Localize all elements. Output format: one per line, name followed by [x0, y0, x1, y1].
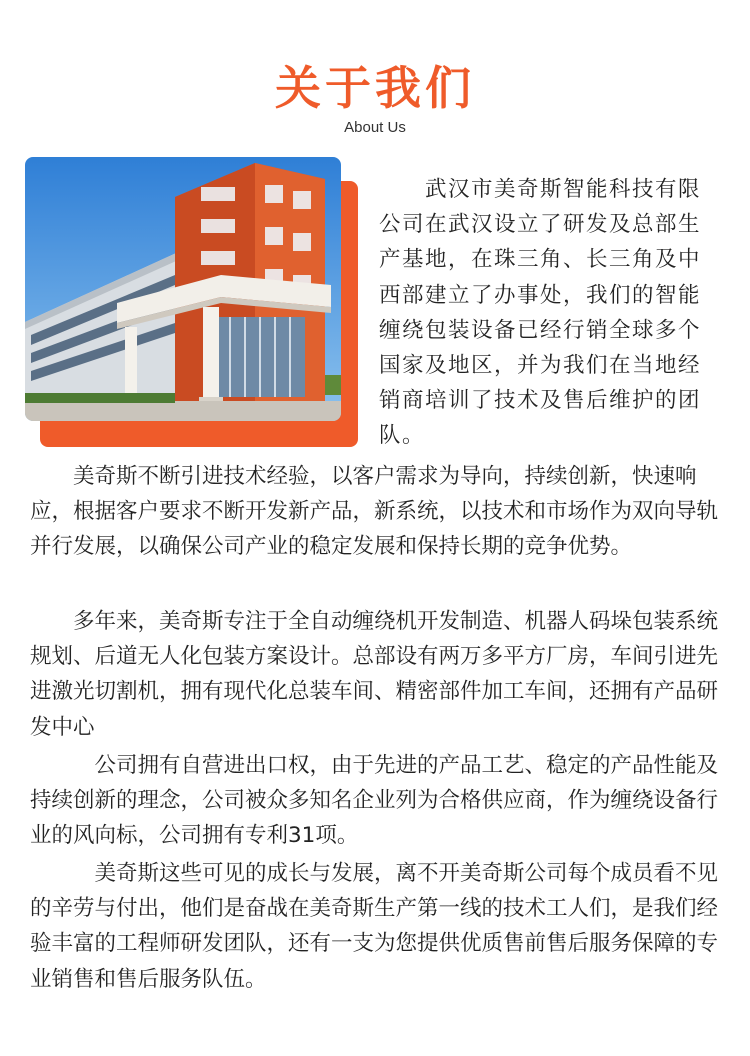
paragraph-3: 多年来，美奇斯专注于全自动缠绕机开发制造、机器人码垛包装系统规划、后道无人化包装方案设计。总部设有两万多平方厂房，车间引进先进激光切割机，拥有现代化总装车间、精密部件加工车间，还拥有产品研发中心: [30, 609, 719, 740]
page-subtitle: About Us: [344, 119, 406, 136]
paragraph-1: 武汉市美奇斯智能科技有限公司在武汉设立了研发及总部生产基地，在珠三角、长三角及中西部建立了办事处，我们的智能缠绕包装设备已经行销全球多个国家及地区，并为我们在当地经销商培训了技术及售后维护的团队。: [379, 177, 702, 449]
photo-frame: [25, 157, 358, 447]
page-title: 关于我们: [275, 61, 475, 115]
paragraph-2: 美奇斯不断引进技术经验，以客户需求为导向，持续创新，快速响应，根据客户要求不断开发新产品，新系统，以技术和市场作为双向导轨并行发展，以确保公司产业的稳定发展和保持长期的竞争优势。: [30, 464, 719, 560]
company-building-photo: [25, 157, 341, 421]
body-paragraph: [30, 856, 720, 997]
paragraph-4: 公司拥有自营进出口权，由于先进的产品工艺、稳定的产品性能及持续创新的理念，公司被众多知名企业列为合格供应商，作为缠绕设备行业的风向标，公司拥有专利31项。: [30, 753, 719, 849]
body-paragraph: [30, 748, 720, 854]
intro-paragraph: [379, 172, 713, 454]
body-paragraph: [30, 459, 720, 565]
paragraph-5: 美奇斯这些可见的成长与发展，离不开美奇斯公司每个成员看不见的辛劳与付出，他们是奋战在美奇斯生产第一线的技术工人们，是我们经验丰富的工程师研发团队，还有一支为您提供优质售前售后服务保障的专业销售和售后服务队伍。: [30, 861, 719, 992]
body-paragraph: [30, 604, 720, 745]
